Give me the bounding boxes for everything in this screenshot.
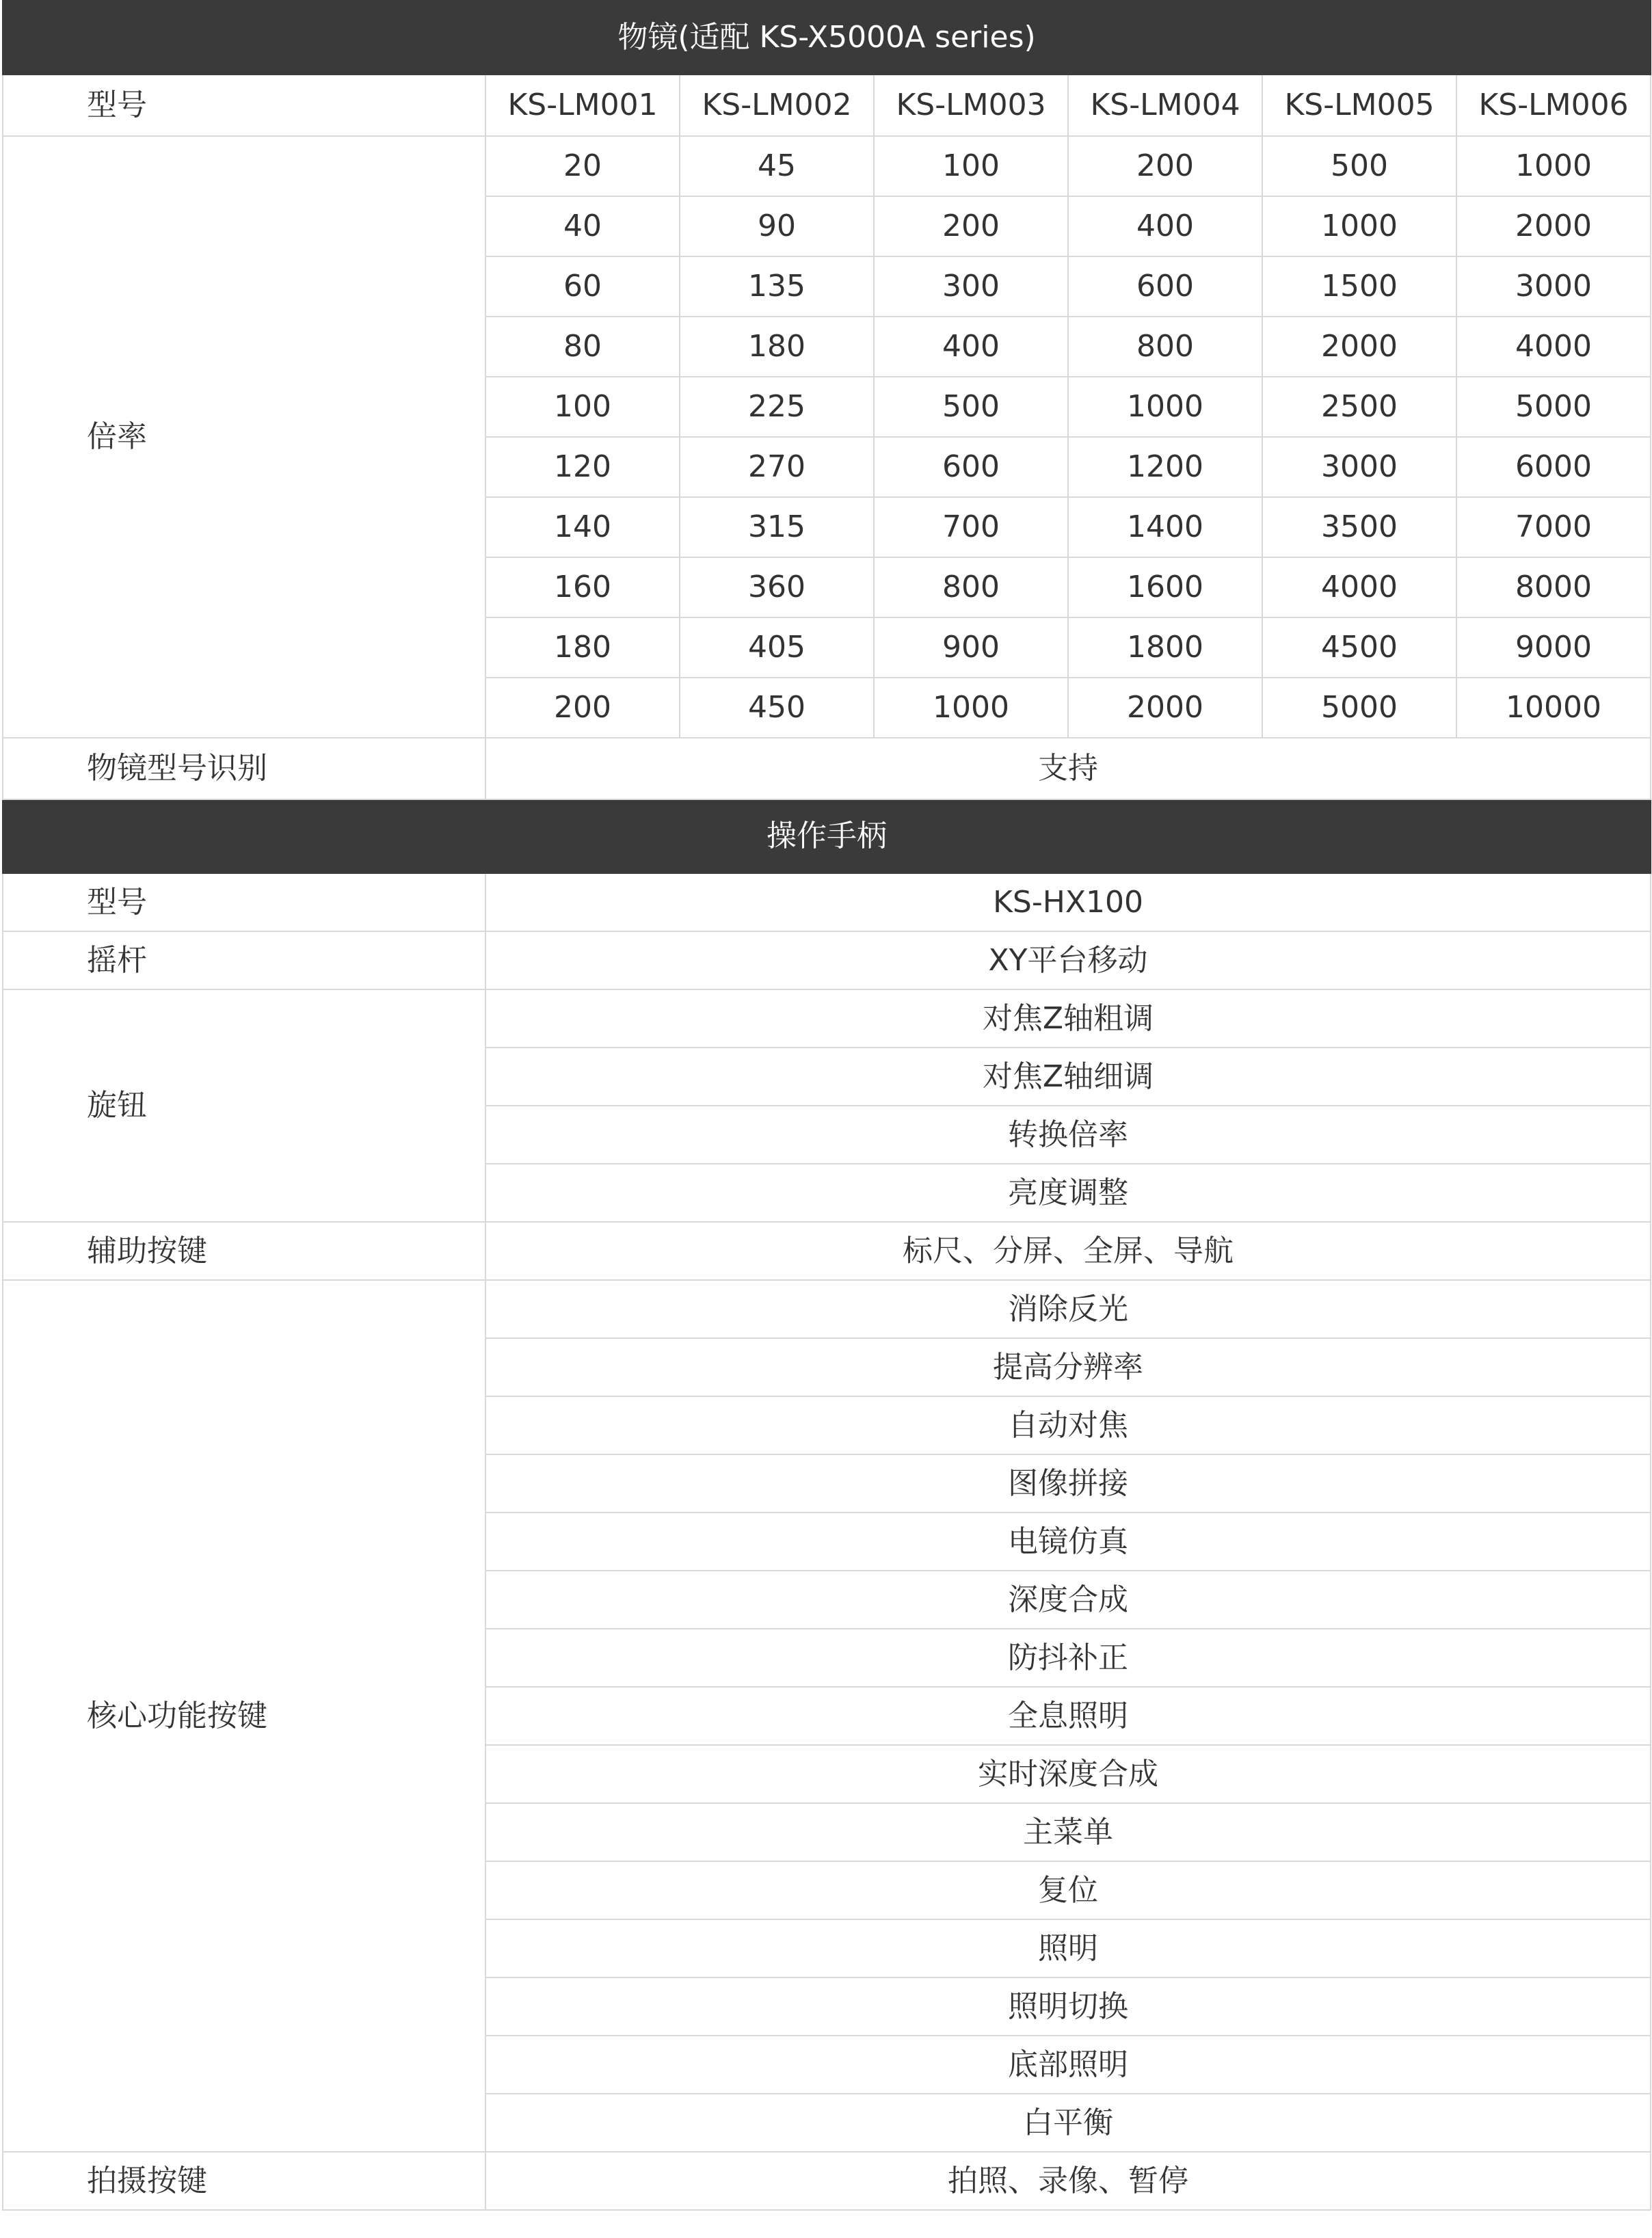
core-function-value: 全息照明: [485, 1687, 1651, 1745]
magnification-cell: 450: [680, 678, 874, 738]
handle-model-row: [3, 873, 1651, 931]
core-function-row: [3, 1280, 1651, 1338]
core-functions-label: 核心功能按键: [3, 1280, 485, 2152]
aux-keys-label: 辅助按键: [3, 1222, 485, 1280]
magnification-cell: 1500: [1262, 256, 1456, 317]
core-function-value: 复位: [485, 1861, 1651, 1919]
spec-table: [2, 0, 1651, 2211]
magnification-cell: 4000: [1456, 317, 1651, 377]
objective-model-cell: KS-LM005: [1262, 75, 1456, 136]
magnification-cell: 160: [485, 557, 680, 617]
core-function-value: 提高分辨率: [485, 1338, 1651, 1396]
core-function-value: 照明: [485, 1919, 1651, 1977]
joystick-row: [3, 931, 1651, 989]
magnification-cell: 200: [485, 678, 680, 738]
magnification-cell: 500: [1262, 136, 1456, 196]
magnification-cell: 900: [874, 617, 1068, 678]
magnification-cell: 1800: [1068, 617, 1262, 678]
objective-model-cell: KS-LM001: [485, 75, 680, 136]
core-function-value: 实时深度合成: [485, 1745, 1651, 1803]
magnification-cell: 1000: [1068, 377, 1262, 437]
magnification-cell: 1200: [1068, 437, 1262, 497]
core-function-value: 电镜仿真: [485, 1513, 1651, 1571]
core-function-value: 图像拼接: [485, 1454, 1651, 1513]
magnification-cell: 100: [485, 377, 680, 437]
knob-value: 对焦Z轴粗调: [485, 989, 1651, 1048]
magnification-cell: 140: [485, 497, 680, 557]
magnification-cell: 80: [485, 317, 680, 377]
objective-section-title: 物镜(适配 KS-X5000A series): [3, 1, 1651, 75]
objective-recognition-row: [3, 738, 1651, 799]
magnification-cell: 1400: [1068, 497, 1262, 557]
magnification-cell: 45: [680, 136, 874, 196]
magnification-cell: 2500: [1262, 377, 1456, 437]
knob-value: 转换倍率: [485, 1106, 1651, 1164]
joystick-value: XY平台移动: [485, 931, 1651, 989]
magnification-cell: 600: [1068, 256, 1262, 317]
knob-value: 对焦Z轴细调: [485, 1048, 1651, 1106]
magnification-cell: 20: [485, 136, 680, 196]
magnification-cell: 100: [874, 136, 1068, 196]
magnification-cell: 3000: [1262, 437, 1456, 497]
magnification-cell: 9000: [1456, 617, 1651, 678]
objective-model-cell: KS-LM004: [1068, 75, 1262, 136]
core-function-value: 防抖补正: [485, 1629, 1651, 1687]
core-function-value: 照明切换: [485, 1977, 1651, 2036]
magnification-cell: 10000: [1456, 678, 1651, 738]
magnification-cell: 270: [680, 437, 874, 497]
magnification-cell: 225: [680, 377, 874, 437]
magnification-label: 倍率: [3, 136, 485, 738]
magnification-row: [3, 136, 1651, 196]
handle-model-value: KS-HX100: [485, 873, 1651, 931]
magnification-cell: 4000: [1262, 557, 1456, 617]
magnification-cell: 3500: [1262, 497, 1456, 557]
magnification-cell: 300: [874, 256, 1068, 317]
core-function-value: 底部照明: [485, 2036, 1651, 2094]
magnification-cell: 200: [1068, 136, 1262, 196]
handle-section-header: [3, 799, 1651, 873]
capture-keys-value: 拍照、录像、暂停: [485, 2152, 1651, 2210]
magnification-cell: 1000: [1456, 136, 1651, 196]
magnification-cell: 120: [485, 437, 680, 497]
magnification-cell: 315: [680, 497, 874, 557]
magnification-cell: 500: [874, 377, 1068, 437]
core-function-value: 主菜单: [485, 1803, 1651, 1861]
aux-keys-row: [3, 1222, 1651, 1280]
aux-keys-value: 标尺、分屏、全屏、导航: [485, 1222, 1651, 1280]
magnification-cell: 1000: [874, 678, 1068, 738]
handle-model-label: 型号: [3, 873, 485, 931]
objective-model-cell: KS-LM006: [1456, 75, 1651, 136]
magnification-cell: 700: [874, 497, 1068, 557]
magnification-cell: 400: [1068, 196, 1262, 256]
knob-row: [3, 989, 1651, 1048]
spec-table-body: [3, 1, 1651, 2210]
joystick-label: 摇杆: [3, 931, 485, 989]
magnification-cell: 40: [485, 196, 680, 256]
magnification-cell: 60: [485, 256, 680, 317]
magnification-cell: 1600: [1068, 557, 1262, 617]
magnification-cell: 90: [680, 196, 874, 256]
knob-label: 旋钮: [3, 989, 485, 1222]
magnification-cell: 5000: [1456, 377, 1651, 437]
magnification-cell: 180: [680, 317, 874, 377]
magnification-cell: 2000: [1456, 196, 1651, 256]
magnification-cell: 600: [874, 437, 1068, 497]
magnification-cell: 1000: [1262, 196, 1456, 256]
core-function-value: 深度合成: [485, 1571, 1651, 1629]
magnification-cell: 3000: [1456, 256, 1651, 317]
magnification-cell: 2000: [1068, 678, 1262, 738]
core-function-value: 消除反光: [485, 1280, 1651, 1338]
objective-section-header: [3, 1, 1651, 75]
magnification-cell: 405: [680, 617, 874, 678]
magnification-cell: 800: [1068, 317, 1262, 377]
knob-value: 亮度调整: [485, 1164, 1651, 1222]
capture-keys-label: 拍摄按键: [3, 2152, 485, 2210]
objective-model-label: 型号: [3, 75, 485, 136]
magnification-cell: 7000: [1456, 497, 1651, 557]
core-function-value: 白平衡: [485, 2094, 1651, 2152]
objective-model-cell: KS-LM003: [874, 75, 1068, 136]
magnification-cell: 6000: [1456, 437, 1651, 497]
magnification-cell: 360: [680, 557, 874, 617]
magnification-cell: 5000: [1262, 678, 1456, 738]
magnification-cell: 180: [485, 617, 680, 678]
magnification-cell: 135: [680, 256, 874, 317]
magnification-cell: 8000: [1456, 557, 1651, 617]
objective-recognition-label: 物镜型号识别: [3, 738, 485, 799]
handle-section-title: 操作手柄: [3, 799, 1651, 873]
objective-model-cell: KS-LM002: [680, 75, 874, 136]
magnification-cell: 200: [874, 196, 1068, 256]
core-function-value: 自动对焦: [485, 1396, 1651, 1454]
magnification-cell: 2000: [1262, 317, 1456, 377]
magnification-cell: 400: [874, 317, 1068, 377]
capture-keys-row: [3, 2152, 1651, 2210]
objective-model-row: [3, 75, 1651, 136]
objective-recognition-value: 支持: [485, 738, 1651, 799]
magnification-cell: 4500: [1262, 617, 1456, 678]
magnification-cell: 800: [874, 557, 1068, 617]
